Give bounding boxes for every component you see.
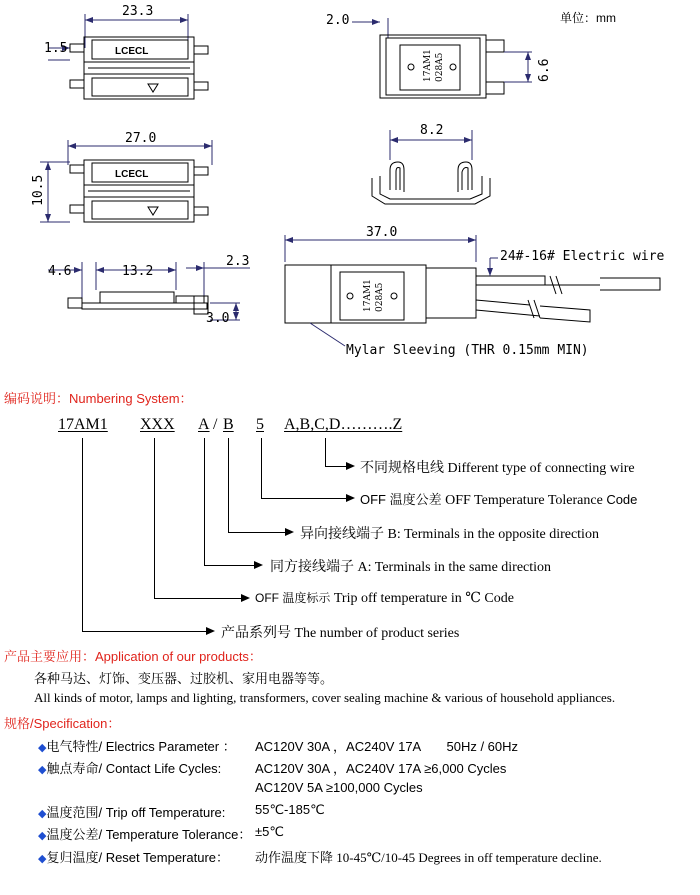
label-lcecl-mid: LCECL [115, 169, 149, 180]
spec-row-trip-temp: ◆温度范围/ Trip off Temperature: [38, 805, 226, 820]
dim-13-2: 13.2 [122, 264, 154, 279]
item-tol: OFF 温度公差 OFF Temperature Tolerance Code [360, 492, 638, 508]
dim-4-6: 4.6 [48, 264, 72, 279]
specification-title: 规格/Specification： [4, 716, 121, 731]
dim-1-5: 1.5 [44, 41, 68, 56]
code-slash: / [213, 416, 218, 433]
label-model-bottom: 17AM1 [363, 279, 373, 312]
arrow-b [285, 528, 294, 536]
connector-a [204, 438, 205, 565]
diamond-bullet-icon: ◆ [38, 830, 47, 842]
sleeve-label: Mylar Sleeving (THR 0.15mm MIN) [346, 343, 589, 358]
arrow-a [254, 561, 263, 569]
diamond-bullet-icon: ◆ [38, 853, 47, 865]
dim-37-0: 37.0 [366, 225, 398, 240]
diamond-bullet-icon: ◆ [38, 764, 47, 776]
label-model-top: 17AM1 [423, 49, 433, 82]
application-cn: 各种马达、灯饰、变压器、过胶机、家用电器等等。 [34, 671, 334, 686]
code-tol: 5 [256, 416, 264, 433]
item-wire: 不同规格电线 Different type of connecting wire [360, 461, 635, 476]
application-title: 产品主要应用：Application of our products： [4, 649, 262, 664]
code-temp: XXX [140, 416, 175, 433]
arrow-tol [346, 494, 355, 502]
arrow-series [206, 627, 215, 635]
spec-value-life: AC120V 30A ，AC240V 17A ≥6,000 Cycles [255, 761, 507, 776]
label-lcecl-top: LCECL [115, 46, 149, 57]
spec-value-tolerance: ±5℃ [255, 824, 284, 839]
connector-tol-h [261, 498, 347, 499]
diamond-bullet-icon: ◆ [38, 742, 47, 754]
diamond-bullet-icon: ◆ [38, 808, 47, 820]
connector-series [82, 438, 83, 631]
dim-2-3: 2.3 [226, 254, 250, 269]
spec-row-life: ◆触点寿命/ Contact Life Cycles: [38, 761, 222, 776]
connector-a-h [204, 565, 255, 566]
connector-series-h [82, 631, 207, 632]
connector-b-h [228, 532, 286, 533]
numbering-title: 编码说明：Numbering System： [4, 391, 193, 406]
dim-6-6: 6.6 [537, 58, 552, 82]
spec-value-life-2: AC120V 5A ≥100,000 Cycles [255, 780, 423, 795]
spec-value-trip-temp: 55℃-185℃ [255, 802, 325, 817]
code-wire: A,B,C,D……….Z [284, 416, 403, 433]
dim-10-5: 10.5 [31, 174, 46, 206]
application-en: All kinds of motor, lamps and lighting, transformers, cover sealing machine & various of household appliances. [34, 690, 616, 705]
item-temp: OFF 温度标示 Trip off temperature in ℃ Code [255, 591, 514, 606]
connector-temp [154, 438, 155, 598]
spec-row-reset: ◆复归温度/ Reset Temperature： [38, 850, 230, 865]
code-series: 17AM1 [58, 416, 108, 433]
code-b: B [223, 416, 234, 433]
connector-tol [261, 438, 262, 498]
code-a: A [198, 416, 210, 433]
technical-drawings [0, 0, 700, 375]
drawing-side-view-mid [40, 140, 212, 222]
dim-27-0: 27.0 [125, 131, 157, 146]
unit-label: 单位：mm [560, 11, 616, 25]
connector-wire [325, 438, 326, 466]
item-b: 异向接线端子 B: Terminals in the opposite direction [300, 527, 599, 542]
spec-row-electrics: ◆电气特性/ Electrics Parameter ： [38, 739, 236, 754]
dim-8-2: 8.2 [420, 123, 444, 138]
label-code-top: 028A5 [435, 52, 445, 82]
spec-value-reset: 动作温度下降 10-45℃/10-45 Degrees in off temperature decline. [255, 850, 602, 865]
item-series: 产品系列号 The number of product series [221, 626, 460, 641]
dim-2-0: 2.0 [326, 13, 350, 28]
spec-row-tolerance: ◆温度公差/ Temperature Tolerance： [38, 827, 252, 842]
label-code-bottom: 028A5 [375, 282, 385, 312]
connector-b [228, 438, 229, 532]
connector-temp-h [154, 598, 242, 599]
item-a: 同方接线端子 A: Terminals in the same direction [270, 560, 552, 575]
dim-3-0: 3.0 [206, 311, 230, 326]
wire-label: 24#-16# Electric wire [500, 249, 665, 264]
drawing-clip-view [372, 130, 490, 204]
connector-wire-h [325, 466, 347, 467]
arrow-temp [241, 594, 250, 602]
spec-value-electrics: AC120V 30A ，AC240V 17A 50Hz / 60Hz [255, 739, 519, 754]
arrow-wire [346, 462, 355, 470]
dim-23-3: 23.3 [122, 4, 154, 19]
